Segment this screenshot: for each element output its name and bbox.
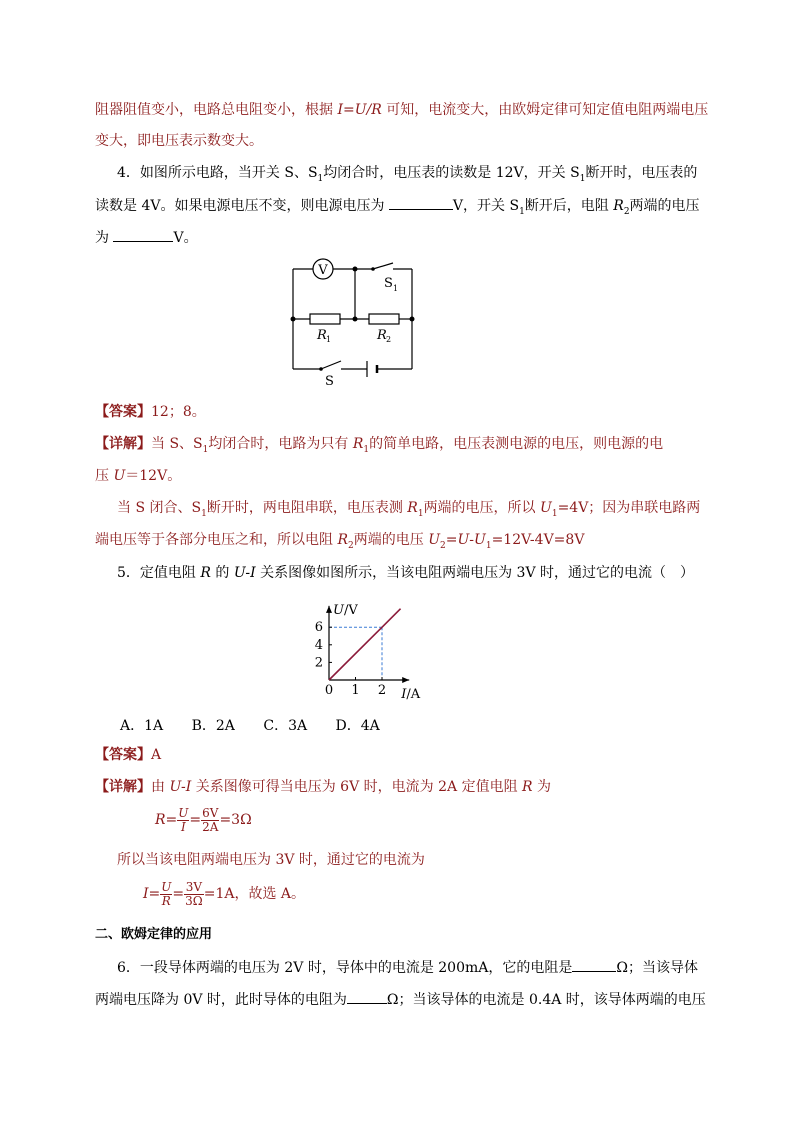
x-tick-label: 2 [377,683,387,698]
formula-result: =3Ω [219,812,252,828]
option-a[interactable]: A．1A [120,718,164,734]
subscript: 1 [363,444,370,455]
q5-formula-2 [143,880,305,908]
detail-text: =4V；因为串联电路两 [557,500,701,516]
detail-text: 关系图像可得当电压为 6V 时，电流为 2A 定值电阻 [191,779,523,795]
x-tick-label: 1 [351,683,360,698]
resistor-r1-icon [310,314,340,324]
formula-i-u-r: I=U/R [337,102,382,118]
s1-label: S [384,276,393,291]
subscript: 2 [440,540,446,551]
variable-u: U [113,468,126,484]
continuation-text: 变大，即电压表示数变大。 [95,133,263,149]
q4-text: 均闭合时，电压表的读数是 12V，开关 S [323,165,580,181]
subscript: 2 [623,206,630,217]
variable-r: R [352,436,364,452]
subscript: 1 [579,173,586,184]
q4-line-3 [95,227,198,248]
continuation-line-1 [95,100,708,120]
option-b[interactable]: B．2A [191,718,235,734]
y-axis-label: U/V [333,602,358,618]
q5-detail-line-1 [95,777,551,797]
variable-u: U [457,532,470,548]
answer-label: 【答案】 [95,747,151,763]
q5-text: 的 [210,565,234,581]
formula-lhs: R= [155,812,178,828]
q4-answer [95,402,206,422]
continuation-line-2 [95,131,263,151]
variable-ui: U-I [169,779,192,795]
formula-lhs: I= [143,886,161,902]
section-heading [95,925,212,945]
variable-u: U [474,532,486,548]
q4-text: 读数是 4V。如果电源电压不变，则电源电压为 [95,198,385,214]
x-axis-arrow [402,677,409,683]
variable-r: R [200,565,211,581]
r2-label: R [377,328,387,343]
s-label: S [325,374,334,387]
detail-text: =12V-4V=8V [491,532,585,548]
answer-value: 12；8。 [151,404,206,420]
variable-ui: U-I [233,565,256,581]
detail-text: 压 [95,468,114,484]
detail-text: 为 [532,779,552,795]
q4-text: 断开时，电压表的 [585,165,698,181]
variable-r: R [407,500,418,516]
q4-detail-line-2 [95,466,181,486]
resistor-r2-icon [369,314,399,324]
detail-label: 【详解】 [95,436,151,452]
q5-options [120,716,380,736]
detail-text: 的简单电路，电压表测电源的电压，则电源的电 [369,436,664,452]
variable-r: R [522,779,533,795]
q4-text: 4．如图所示电路，当开关 S、S [117,165,318,181]
detail-text: 所以当该电阻两端电压为 3V 时，通过它的电流为 [117,852,425,868]
q4-line-1 [117,163,697,189]
q5-text: 5．定值电阻 [117,565,201,581]
detail-text: - [469,532,475,548]
circuit-diagram [285,255,420,387]
x-tick-label: 0 [324,683,334,698]
switch-s1-blade [373,263,393,269]
y-tick-label: 4 [314,637,323,653]
detail-text: 当 S 闭合、S [117,500,202,516]
r1-subscript: 1 [326,335,332,344]
answer-label: 【答案】 [95,404,151,420]
subscript: 1 [317,173,324,184]
subscript: 1 [201,508,207,519]
x-axis-label: I/A [401,687,421,700]
q6-line-1 [117,957,698,978]
q6-text: Ω；当该导体的电流是 0.4A 时，该导体两端的电压 [386,992,706,1008]
detail-text: 均闭合时，电路为只有 [208,436,353,452]
variable-r: R [613,198,624,214]
detail-text: 两端的电压 [353,532,429,548]
q6-text: 两端电压降为 0V 时，此时导体的电阻为 [95,992,347,1008]
continuation-text: 可知，电流变大，由欧姆定律可知定值电阻两端电压 [381,102,709,118]
section-title: 二、欧姆定律的应用 [95,927,213,942]
y-tick-label: 6 [314,620,323,636]
continuation-text: 阻器阻值变小，电路总电阻变小，根据 [95,102,338,118]
variable-r: R [337,532,348,548]
formula-eq: = [189,812,202,828]
detail-text: ＝12V。 [125,468,182,484]
q4-text: V。 [173,230,198,246]
formula-eq: = [172,886,185,902]
answer-blank-2[interactable] [113,227,173,242]
option-d[interactable]: D．4A [335,718,380,734]
ui-chart [305,588,440,700]
subscript: 1 [551,508,558,519]
q6-line-2 [95,989,706,1010]
detail-text: 端电压等于各部分电压之和，所以电阻 [95,532,338,548]
subscript: 1 [417,508,424,519]
option-c[interactable]: C．3A [263,718,308,734]
detail-label: 【详解】 [95,779,151,795]
switch-s-blade [321,361,341,369]
variable-u: U [428,532,440,548]
answer-blank-3[interactable] [572,957,616,972]
formula-result: =1A，故选 A。 [203,886,306,902]
q5-text: 关系图像如图所示，当该电阻两端电压为 3V 时，通过它的电流（ ） [255,565,695,581]
subscript: 2 [348,540,354,551]
q4-text: 为 [95,230,109,246]
detail-text: = [445,532,458,548]
series-line-r [329,609,401,680]
fraction-u-over-i: $\frac{U}{I}$ [178,805,189,834]
q4-detail-line-4 [95,530,584,556]
q4-text: V，开关 S [452,198,520,214]
subscript: 1 [485,540,492,551]
r2-subscript: 2 [386,335,392,344]
detail-text: 两端的电压，所以 [423,500,541,516]
q4-detail-line-3 [117,498,700,524]
q6-text: Ω；当该导体 [616,960,698,976]
variable-u: U [540,500,552,516]
q4-text: 两端的电压 [629,198,700,214]
y-axis-arrow [326,606,332,613]
fraction-6v-over-2a: $\frac{6V}{2A}$ [202,805,219,834]
q4-line-2 [95,195,700,222]
q5-detail-line-2 [117,850,425,870]
answer-blank-4[interactable] [347,989,387,1004]
answer-blank-1[interactable] [389,195,453,210]
detail-text: 当 S、S [151,436,203,452]
s1-subscript: 1 [393,284,399,293]
voltmeter-label: V [318,263,328,278]
y-tick-label: 2 [314,655,323,671]
r1-label: R [317,328,327,343]
q5-line-1 [117,563,694,583]
fraction-u-over-r: $\frac{U}{R}$ [161,879,172,908]
subscript: 1 [202,444,209,455]
q5-formula-1 [155,806,252,834]
fraction-3v-over-3ohm: $\frac{3V}{3\Omega}$ [185,879,203,908]
q5-answer [95,745,161,765]
subscript: 1 [519,206,525,217]
detail-text: 由 [151,779,170,795]
q6-text: 6．一段导体两端的电压为 2V 时，导体中的电流是 200mA，它的电阻是 [117,960,573,976]
answer-value: A [151,747,162,763]
detail-text: 断开时，两电阻串联，电压表测 [206,500,408,516]
q4-text: 断开后，电阻 [524,198,614,214]
q4-detail-line-1 [95,434,663,460]
